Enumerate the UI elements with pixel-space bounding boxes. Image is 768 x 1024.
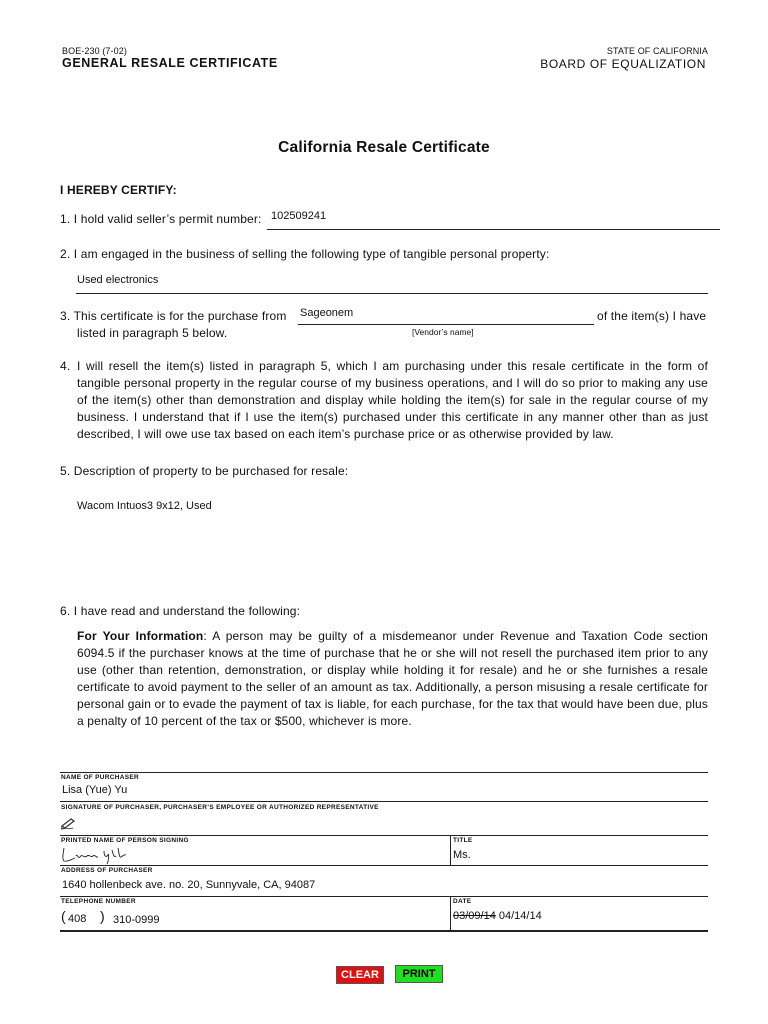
phone-area-code-field[interactable]: 408 — [68, 913, 87, 925]
agency-label: BOARD OF EQUALIZATION — [540, 57, 706, 71]
date-label: DATE — [453, 898, 472, 905]
business-type-line — [76, 293, 708, 294]
clear-button[interactable]: CLEAR — [336, 966, 384, 984]
title-divider — [450, 835, 451, 865]
handwritten-signature[interactable] — [60, 842, 130, 866]
date-divider — [450, 896, 451, 930]
form-name: GENERAL RESALE CERTIFICATE — [62, 56, 278, 70]
phone-number-field[interactable]: 310-0999 — [113, 914, 160, 926]
vendor-name-label: [Vendor’s name] — [412, 327, 474, 337]
state-label: STATE OF CALIFORNIA — [606, 46, 708, 56]
certify-heading: I HEREBY CERTIFY: — [60, 183, 177, 197]
name-label: NAME OF PURCHASER — [61, 774, 140, 781]
printed-name-label: PRINTED NAME OF PERSON SIGNING — [61, 837, 189, 844]
phone-label: TELEPHONE NUMBER — [61, 898, 136, 905]
fields-bottom-line — [60, 930, 708, 932]
vendor-name-field[interactable]: Sageonem — [300, 307, 354, 319]
fyi-label: For Your Information — [77, 629, 204, 643]
fyi-paragraph — [77, 628, 708, 730]
item3-line2: listed in paragraph 5 below. — [77, 326, 228, 340]
purchaser-name-field[interactable]: Lisa (Yue) Yu — [62, 784, 128, 796]
title-field[interactable]: Ms. — [453, 849, 471, 861]
signature-label: SIGNATURE OF PURCHASER, PURCHASER’S EMPLOYEE OR AUTHORIZED REPRESENTATIVE — [61, 804, 379, 811]
permit-number-line — [267, 229, 720, 230]
date-old: 03/09/14 — [453, 910, 496, 922]
item6-text: 6. I have read and understand the following: — [60, 604, 301, 618]
phone-open-paren: ( — [61, 908, 66, 924]
business-type-field[interactable]: Used electronics — [77, 274, 159, 286]
form-code: BOE-230 (7-02) — [62, 46, 127, 56]
phone-close-paren: ) — [100, 908, 105, 924]
address-bottom-line — [60, 896, 708, 897]
page-title: California Resale Certificate — [278, 139, 490, 156]
date-new: 04/14/14 — [498, 910, 542, 922]
print-button[interactable]: PRINT — [395, 965, 443, 983]
date-field[interactable] — [453, 910, 542, 922]
item1-text: 1. I hold valid seller’s permit number: — [60, 212, 262, 226]
item2-text: 2. I am engaged in the business of selling the following type of tangible personal property: — [60, 247, 550, 261]
fyi-text: : A person may be guilty of a misdemeanor under Revenue and Taxation Code section 6094.5 if the purchaser knows at the time of purchase that he or she will not resell the purchased item prior to any use (other than retention, demonstration, or display while holding it for resale) and he or she furnishes a resale certificate to avoid payment to the seller of an amount as tax. Additionally, a person misusing a resale certificate for personal gain or to evade the payment of tax is liable, for each purchase, for the tax that would have been due, plus a penalty of 10 percent of the tax or $500, whichever is more. — [77, 629, 708, 728]
permit-number-field[interactable]: 102509241 — [271, 210, 327, 222]
name-bottom-line — [60, 801, 708, 802]
address-label: ADDRESS OF PURCHASER — [61, 867, 153, 874]
item4-number: 4. — [60, 359, 71, 373]
pen-icon — [61, 816, 77, 830]
property-description-field[interactable]: Wacom Intuos3 9x12, Used — [77, 500, 212, 512]
item3-text: 3. This certificate is for the purchase from — [60, 309, 287, 323]
item3-text-after: of the item(s) I have — [597, 309, 707, 323]
signature-bottom-line — [60, 835, 708, 836]
title-label: TITLE — [453, 837, 473, 844]
address-field[interactable]: 1640 hollenbeck ave. no. 20, Sunnyvale, CA, 94087 — [62, 879, 316, 891]
printed-name-bottom-line — [60, 865, 708, 866]
item5-text: 5. Description of property to be purchased for resale: — [60, 464, 349, 478]
item4-text: I will resell the item(s) listed in paragraph 5, which I am purchasing under this resale certificate in the form of tangible personal property in the regular course of my business operations, and I will do so prior to making any use of the item(s) other than demonstration and display while holding the item(s) for sale in the regular course of my business. I understand that if I use the item(s) purchased under this certificate in any manner other than as just described, I will owe use tax based on each item’s purchase price or as otherwise provided by law. — [77, 359, 708, 441]
vendor-name-line — [298, 324, 594, 325]
fields-top-line — [60, 772, 708, 773]
